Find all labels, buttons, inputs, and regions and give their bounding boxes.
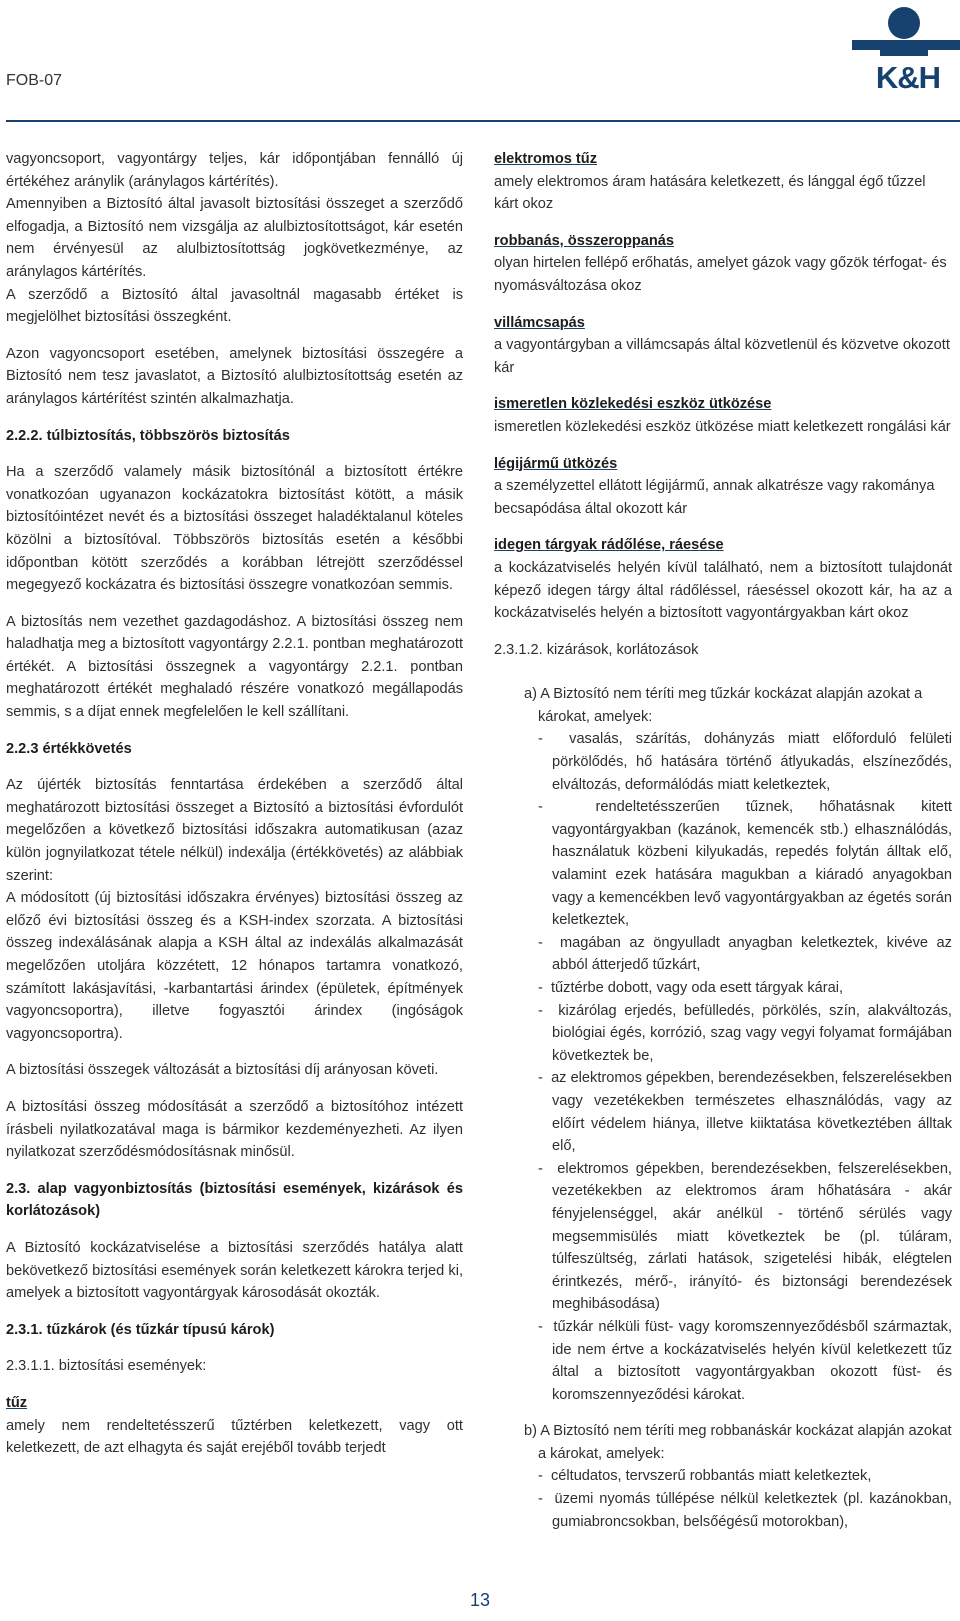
definition-term: légijármű ütközés	[494, 455, 618, 472]
header-divider	[6, 120, 960, 122]
paragraph: A biztosítás nem vezethet gazdagodáshoz. A biztosítási összeg nem haladhatja meg a biztosított vagyontárgy 2.2.1. pontban meghatározott értékét. A biztosítási összegnek a vagyontárgy 2.2.1. pontban meghatározott értékét meghaladó részére vonatkozó megállapodás semmis, s a díjat ennek megfelelően le kell szállítani.	[6, 613, 463, 721]
definition-text: a személyzettel ellátott légijármű, annak alkatrésze vagy rakománya becsapódása által okozott kár	[494, 478, 935, 517]
section-heading: 2.3. alap vagyonbiztosítás (biztosítási események, kizárások és korlátozások)	[6, 1180, 463, 1220]
section-heading: 2.3.1. tűzkárok (és tűzkár típusú károk)	[6, 1321, 275, 1338]
definition-text: a kockázatviselés helyén kívül található, nem a biztosított tulajdonát képező idegen tárgy által rádőléssel, ráeséssel okozott kár, ha az a kockázatviselés helyén a biztosított vagyontárgyakban kárt okoz	[494, 559, 952, 622]
paragraph: vagyoncsoport, vagyontárgy teljes, kár időpontjában fennálló új értékéhez aránylik (aránylagos kártérítés).	[6, 151, 463, 190]
definition-text: ismeretlen közlekedési eszköz ütközése miatt keletkezett rongálási kár	[494, 418, 951, 435]
definition-term: villámcsapás	[494, 314, 585, 331]
paragraph: Ha a szerződő valamely másik biztosítónál a biztosított értékre vonatkozóan ugyanazon kockázatokra biztosítást kötött, a másik biztosítóintézet nevét és a biztosítási összeget haladéktalanul köteles közölni a biztosítóval. Többszörös biztosítás esetén a későbbi időpontban kötött szerződés a korábban létrejött szerződéssel megegyező kockázatra és biztosítási összegre vonatkozóan semmis.	[6, 464, 463, 594]
definition-term: elektromos tűz	[494, 151, 597, 167]
paragraph: Azon vagyoncsoport esetében, amelynek biztosítási összegére a Biztosító nem tesz javaslatot, a Biztosító alulbiztosítottság esetén az aránylagos kártérítést szintén alkalmazhatja.	[6, 345, 463, 407]
list-item: - az elektromos gépekben, berendezésekben, felszerelésekben vagy vezetékekben természetes elhasználódás, vagy az előírt védelem hiánya, illetve kiiktatása következtében álltak elő,	[494, 1067, 952, 1157]
definition-term: idegen tárgyak rádőlése, ráesése	[494, 537, 724, 554]
definition-item	[494, 312, 952, 380]
list-item: - tűztérbe dobott, vagy oda esett tárgyak kárai,	[494, 977, 952, 1000]
paragraph: Az újérték biztosítás fenntartása érdekében a szerződő által meghatározott biztosítási összeget a Biztosító a biztosítási évfordulót megelőzően a következő biztosítási időszakra automatikusan (azaz külön jognyilatkozat tétele nélkül) indexálja (értékkövetés) az alábbiak szerint:	[6, 777, 463, 884]
definition-term: tűz	[6, 1394, 28, 1411]
list-item: - üzemi nyomás túllépése nélkül keletkeztek (pl. kazánokban, gumiabroncsokban, belsőégésű motorokban),	[494, 1488, 952, 1533]
page-number: 13	[469, 1590, 491, 1610]
definition-item	[494, 148, 952, 216]
definition-text: amely nem rendeltetésszerű tűztérben keletkezett, vagy ott keletkezett, de azt elhagyta és saját erejéből tovább terjedt	[6, 1417, 463, 1457]
list-item: - vasalás, szárítás, dohányzás miatt előforduló felületi pörkölődés, hő hatására történő átlyukadás, elszíneződés, elváltozás, deformálódás miatt keletkeztek,	[494, 728, 952, 796]
definition-text: amely elektromos áram hatására keletkezett, és lánggal égő tűzzel kárt okoz	[494, 173, 926, 213]
definition-item	[494, 534, 952, 624]
list-item: - tűzkár nélküli füst- vagy koromszennyeződésből származtak, ide nem értve a kockázatviselés helyén kívül keletkezett tűz által a biztosított vagyontárgyakban okozott füst- és koromszennyeződési károkat.	[494, 1316, 952, 1406]
paragraph: A szerződő a Biztosító által javasoltnál magasabb értéket is megjelölhet biztosítási összegként.	[6, 286, 463, 326]
list-item: - elektromos gépekben, berendezésekben, felszerelésekben, vezetékekben az elektromos áram hőhatására - akár fényjelenséggel, akár anélkül - történő sérülés vagy megsemmisülés miatt következtek be (pl. túláram, túlfeszültség, zárlati hatások, szigetelési hibák, elégtelen érintkezés, mérő-, irányító- és biztonsági berendezések meghibásodása)	[494, 1158, 952, 1316]
exclusion-list-a	[494, 728, 952, 1406]
kh-logo	[852, 4, 960, 95]
exclusion-group-label: b) A Biztosító nem téríti meg robbanáskár kockázat alapján azokat a károkat, amelyek:	[524, 1423, 952, 1462]
definition-term: ismeretlen közlekedési eszköz ütközése	[494, 396, 772, 413]
paragraph: Amennyiben a Biztosító által javasolt biztosítási összeget a szerződő elfogadja, a Biztosító nem vizsgálja az alulbiztosítottságot, kár esetén nem érvényesül az alulbiztosítottság jogkövetkezménye, az aránylagos kártérítés.	[6, 196, 463, 280]
definition-item	[494, 393, 952, 438]
definition-text: olyan hirtelen fellépő erőhatás, amelyet gázok vagy gőzök térfogat- és nyomásváltozása okoz	[494, 255, 947, 294]
exclusion-group-b	[494, 1420, 952, 1465]
document-code: FOB-07	[6, 72, 63, 89]
logo-text: K&H	[875, 60, 941, 95]
list-item: - magában az öngyulladt anyagban keletkeztek, kivéve az abból átterjedő tűzkárt,	[494, 932, 952, 977]
paragraph: A biztosítási összegek változását a biztosítási díj arányosan követi.	[6, 1062, 439, 1079]
exclusion-group-label: a) A Biztosító nem téríti meg tűzkár kockázat alapján azokat a károkat, amelyek:	[524, 686, 923, 725]
kh-logo-mark-icon	[852, 4, 960, 60]
definition-term: robbanás, összeroppanás	[494, 232, 675, 249]
subsection-label: 2.3.1.1. biztosítási események:	[6, 1358, 207, 1375]
list-item: - rendeltetésszerűen tűznek, hőhatásnak kitett vagyontárgyakban (kazánok, kemencék stb.) elhasználódás, használatuk közbeni kilyukadás, repedés folytán álltak elő, valamint ezek hatására magukban a kiáradó anyagokban vagy a kemencékben levő vagyontárgyakban az égetés során keletkeztek,	[494, 796, 952, 932]
paragraph: A módosított (új biztosítási időszakra érvényes) biztosítási összeg az előző évi biztosítási összeg és a KSH-index szorzata. A biztosítási összeg indexálásának alapja a KSH által az indexálás alkalmazását megelőzően utoljára közzétett, 12 hónapos tartamra vonatkozó, számított lakásjavítási, -karbantartási árindex (épületek, építmények vagyoncsoportra), illetve fogyasztói árindex (ingóságok vagyoncsoportra).	[6, 890, 463, 1042]
paragraph: A Biztosító kockázatviselése a biztosítási szerződés hatálya alatt bekövetkező biztosítási események során keletkezett károkra terjed ki, amelyek a biztosított vagyontárgyak károsodását okozták.	[6, 1239, 463, 1302]
definition-item	[494, 453, 952, 521]
definition-text: a vagyontárgyban a villámcsapás által közvetlenül és közvetve okozott kár	[494, 337, 950, 376]
list-item: - céltudatos, tervszerű robbantás miatt keletkeztek,	[494, 1465, 952, 1488]
exclusion-group-a	[494, 683, 952, 728]
right-column	[494, 148, 952, 1533]
list-item: - kizárólag erjedés, befülledés, pörkölés, szín, alakváltozás, biológiai égés, korrózió, szag vagy vegyi folyamat formájában következtek be,	[494, 1000, 952, 1068]
paragraph: A biztosítási összeg módosítását a szerződő a biztosítóhoz intézett írásbeli nyilatkozatával maga is bármikor kezdeményezheti. Az ilyen nyilatkozat szerződésmódosításnak minősül.	[6, 1098, 463, 1161]
section-heading: 2.2.3 értékkövetés	[6, 740, 132, 757]
definition-item	[494, 230, 952, 298]
left-column	[6, 148, 463, 1460]
subsection-label: 2.3.1.2. kizárások, korlátozások	[494, 641, 699, 658]
exclusion-list-b	[494, 1465, 952, 1533]
section-heading: 2.2.2. túlbiztosítás, többszörös biztosítás	[6, 427, 290, 444]
